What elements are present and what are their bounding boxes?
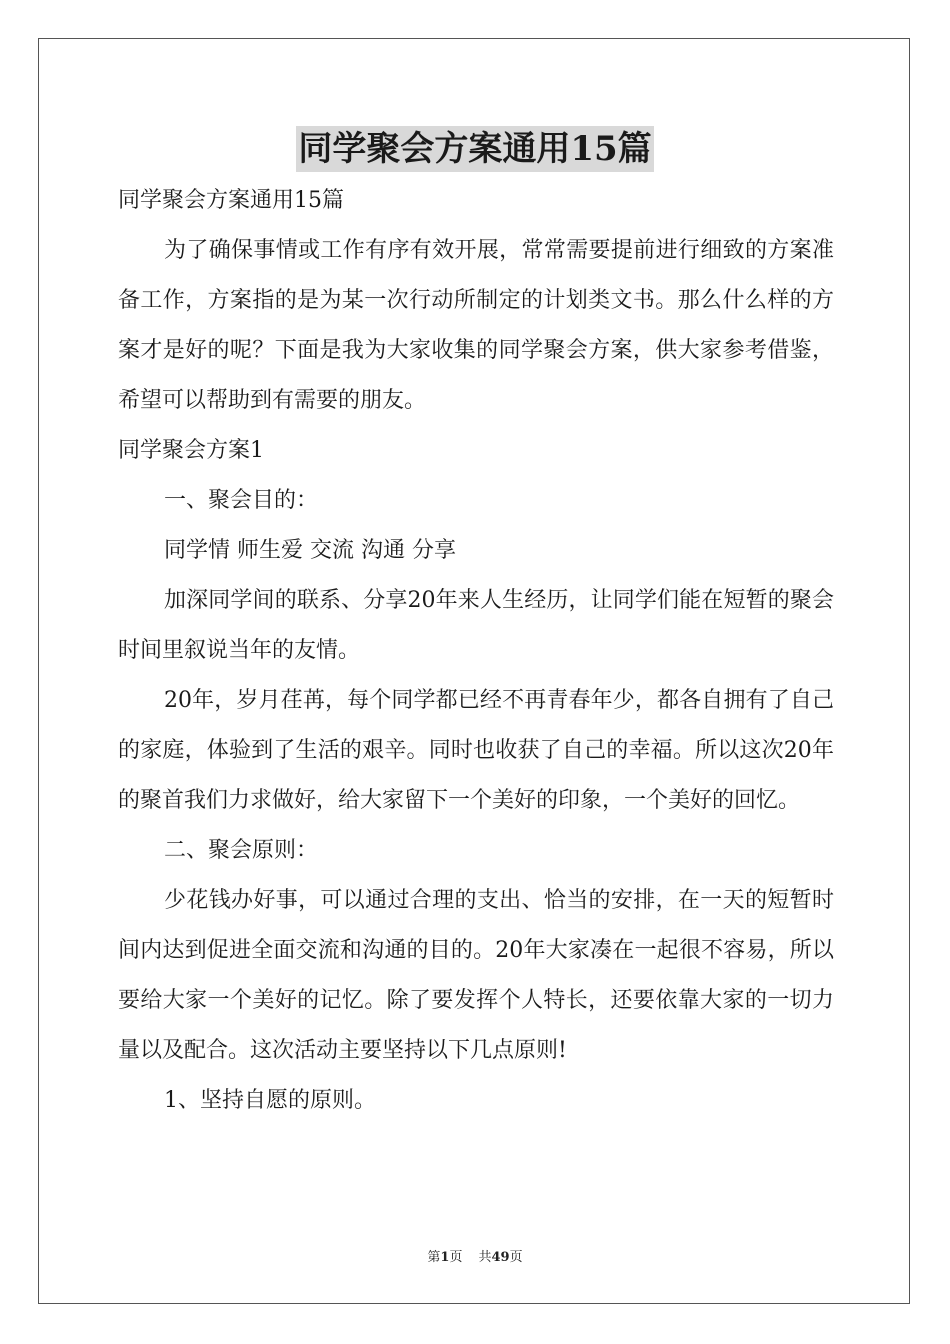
page-footer <box>0 1246 950 1265</box>
subheading-purpose: 一、聚会目的： <box>164 488 319 513</box>
page-suffix: 页 <box>449 1250 463 1265</box>
document-subtitle: 同学聚会方案通用15篇 <box>118 188 344 213</box>
document-body <box>118 176 834 1126</box>
purpose-paragraph: 加深同学间的联系、分享20年来人生经历，让同学们能在短暂的聚会时间里叙说当年的友情。 <box>118 588 834 663</box>
title-container <box>0 126 950 172</box>
page-total: 49 <box>491 1250 510 1265</box>
page-current: 1 <box>440 1250 450 1265</box>
total-prefix: 共 <box>478 1250 492 1265</box>
reflection-paragraph: 20年，岁月荏苒，每个同学都已经不再青春年少，都各自拥有了自己的家庭，体验到了生活的艰辛。同时也收获了自己的幸福。所以这次20年的聚首我们力求做好，给大家留下一个美好的印象，一个美好的回忆。 <box>118 688 834 813</box>
section-heading: 同学聚会方案1 <box>118 438 264 463</box>
purpose-keywords: 同学情 师生爱 交流 沟通 分享 <box>164 538 456 563</box>
subheading-principles: 二、聚会原则： <box>164 838 319 863</box>
total-suffix: 页 <box>509 1250 523 1265</box>
principles-paragraph: 少花钱办好事，可以通过合理的支出、恰当的安排，在一天的短暂时间内达到促进全面交流和沟通的目的。20年大家凑在一起很不容易，所以要给大家一个美好的记忆。除了要发挥个人特长，还要依靠大家的一切力量以及配合。这次活动主要坚持以下几点原则! <box>118 888 834 1063</box>
principle-item: 1、坚持自愿的原则。 <box>164 1088 376 1113</box>
intro-paragraph: 为了确保事情或工作有序有效开展，常常需要提前进行细致的方案准备工作，方案指的是为某一次行动所制定的计划类文书。那么什么样的方案才是好的呢？下面是我为大家收集的同学聚会方案，供大家参考借鉴，希望可以帮助到有需要的朋友。 <box>118 238 834 413</box>
page-prefix: 第 <box>427 1250 441 1265</box>
document-title: 同学聚会方案通用15篇 <box>296 126 653 172</box>
